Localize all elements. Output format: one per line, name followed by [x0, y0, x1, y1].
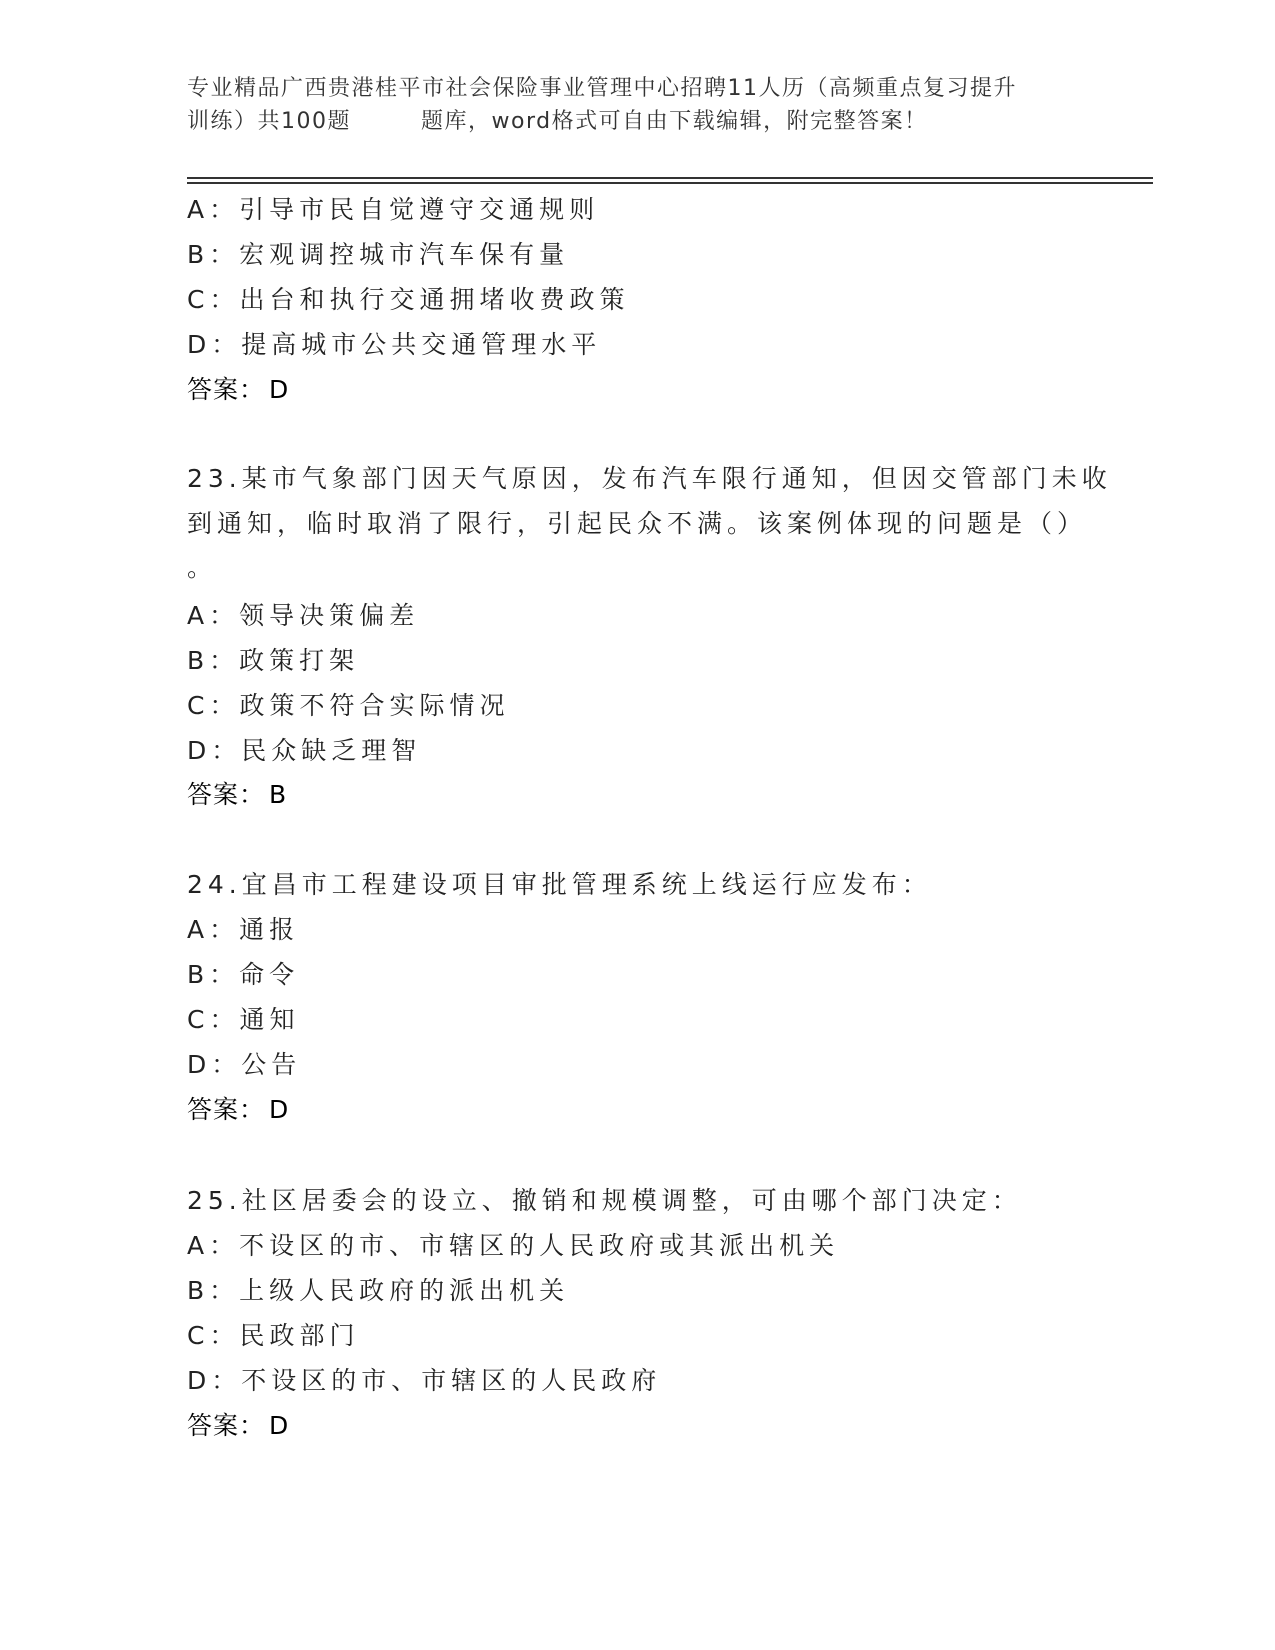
prev-answer — [187, 377, 289, 402]
answer-value: D — [269, 1095, 290, 1124]
prev-option-d: D：提高城市公共交通管理水平 — [187, 330, 602, 359]
answer-label: 答案： — [187, 1095, 266, 1124]
q23-stem-line-2: 到通知，临时取消了限行，引起民众不满。该案例体现的问题是（） — [187, 509, 1088, 538]
q23-stem-line-3: 。 — [187, 553, 218, 582]
q23-option-b: B：政策打架 — [187, 646, 360, 675]
header-divider-bottom — [187, 182, 1153, 184]
answer-value: D — [269, 1411, 290, 1440]
q24-answer — [187, 1097, 289, 1122]
prev-option-b: B：宏观调控城市汽车保有量 — [187, 240, 570, 269]
q25-option-a: A：不设区的市、市辖区的人民政府或其派出机关 — [187, 1231, 840, 1260]
q25-option-c: C：民政部门 — [187, 1321, 360, 1350]
q23-option-c: C：政策不符合实际情况 — [187, 691, 510, 720]
answer-value: D — [269, 375, 290, 404]
q24-option-b: B：命令 — [187, 960, 300, 989]
q24-option-a: A：通报 — [187, 915, 300, 944]
answer-value: B — [269, 780, 288, 809]
q24-stem-line-1: 24.宜昌市工程建设项目审批管理系统上线运行应发布： — [187, 870, 932, 899]
q23-stem-line-1: 23.某市气象部门因天气原因，发布汽车限行通知，但因交管部门未收 — [187, 464, 1112, 493]
q25-answer — [187, 1413, 289, 1438]
q23-option-d: D：民众缺乏理智 — [187, 736, 422, 765]
q24-option-d: D：公告 — [187, 1050, 302, 1079]
header-line-2-part-1: 训练）共100题 — [187, 109, 351, 134]
q23-option-a: A：领导决策偏差 — [187, 601, 420, 630]
answer-label: 答案： — [187, 375, 266, 404]
page-header — [187, 72, 1067, 138]
prev-option-c: C：出台和执行交通拥堵收费政策 — [187, 285, 630, 314]
q23-answer — [187, 782, 287, 807]
header-line-1: 专业精品广西贵港桂平市社会保险事业管理中心招聘11人历（高频重点复习提升 — [187, 76, 1017, 101]
answer-label: 答案： — [187, 780, 266, 809]
q25-option-d: D：不设区的市、市辖区的人民政府 — [187, 1366, 662, 1395]
q25-option-b: B：上级人民政府的派出机关 — [187, 1276, 570, 1305]
q24-option-c: C：通知 — [187, 1005, 300, 1034]
q25-stem-line-1: 25.社区居委会的设立、撤销和规模调整，可由哪个部门决定： — [187, 1186, 1022, 1215]
header-divider-top — [187, 177, 1153, 179]
header-line-2-part-2: 题库，word格式可自由下载编辑，附完整答案！ — [421, 109, 928, 134]
header-line-2 — [187, 105, 1067, 138]
answer-label: 答案： — [187, 1411, 266, 1440]
prev-option-a: A：引导市民自觉遵守交通规则 — [187, 195, 600, 224]
